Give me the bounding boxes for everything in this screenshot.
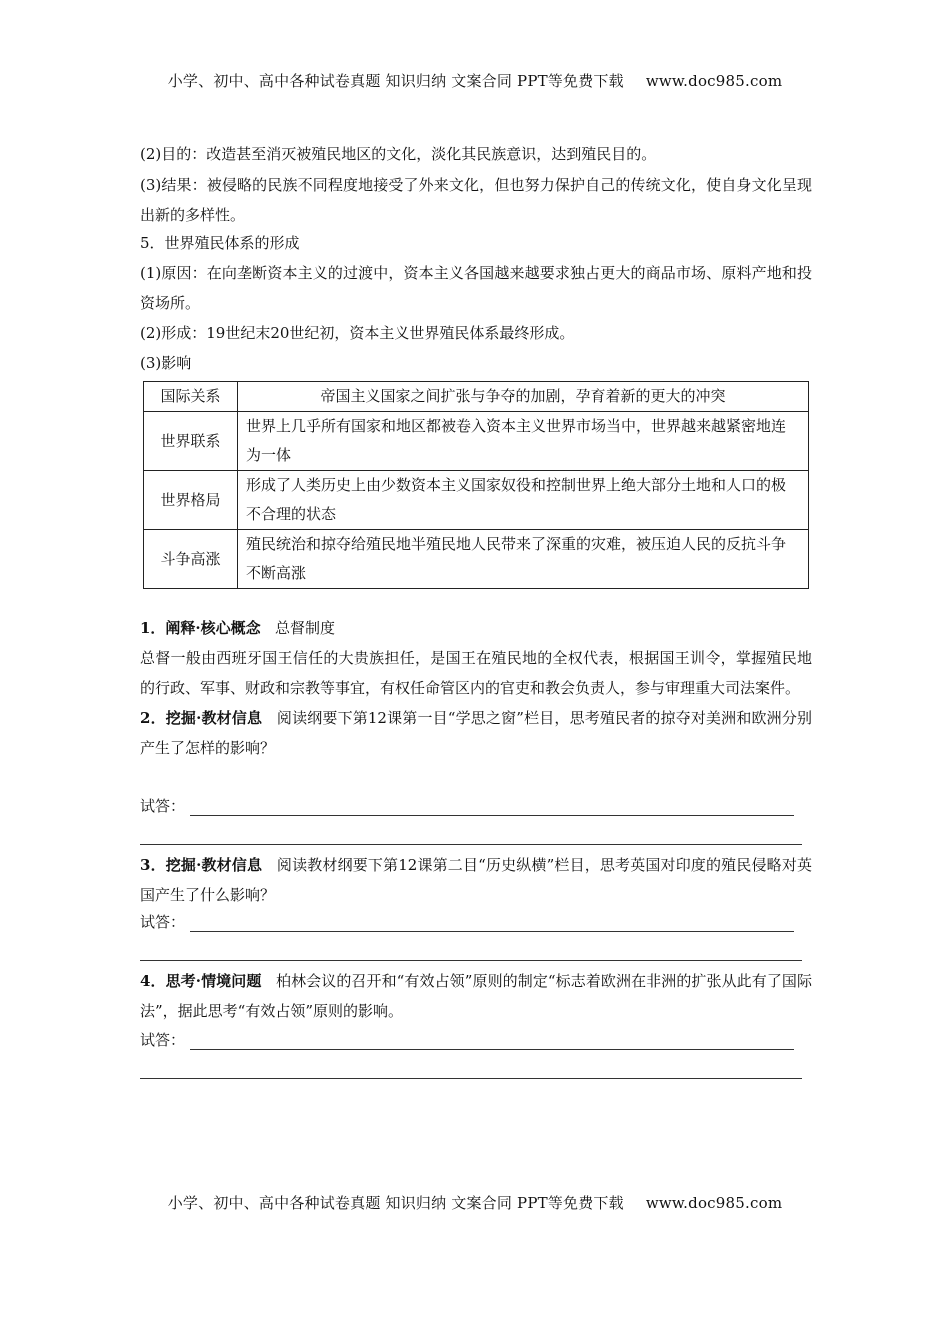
q1-label: 1．阐释·核心概念	[140, 619, 261, 637]
q4-answer-label: 试答：	[140, 1031, 186, 1049]
q2-answer-line-2[interactable]	[140, 844, 802, 845]
page-header	[0, 70, 950, 91]
table-row	[144, 471, 809, 530]
impact-table	[143, 381, 809, 589]
table-row	[144, 530, 809, 589]
q3-answer-row	[140, 907, 812, 937]
table-key: 斗争高涨	[144, 530, 238, 589]
q2-answer-line[interactable]	[190, 815, 794, 816]
page-footer	[0, 1192, 950, 1213]
q4-label: 4．思考·情境问题	[140, 972, 262, 990]
section-5-title: 5．世界殖民体系的形成	[140, 234, 300, 252]
table-value: 形成了人类历史上由少数资本主义国家奴役和控制世界上绝大部分土地和人口的极不合理的状态	[238, 471, 809, 530]
q3-text: 阅读教材纲要下第12课第二目“历史纵横”栏目，思考英国对印度的殖民侵略对英国产生了什么影响？	[140, 856, 812, 904]
table-value: 殖民统治和掠夺给殖民地半殖民地人民带来了深重的灾难，被压迫人民的反抗斗争不断高涨	[238, 530, 809, 589]
q2-question	[140, 703, 812, 763]
header-site: www.doc985.com	[645, 72, 783, 90]
q3-label: 3．挖掘·教材信息	[140, 856, 263, 874]
q2-label: 2．挖掘·教材信息	[140, 709, 263, 727]
q3-answer-line[interactable]	[190, 931, 794, 932]
impact-heading: (3)影响	[140, 354, 192, 372]
q3-question	[140, 850, 812, 910]
q4-answer-row	[140, 1025, 812, 1055]
table-row	[144, 382, 809, 412]
formation-paragraph: (2)形成：19世纪末20世纪初，资本主义世界殖民体系最终形成。	[140, 324, 575, 342]
q4-question	[140, 966, 812, 1026]
q2-text: 阅读纲要下第12课第一目“学思之窗”栏目，思考殖民者的掠夺对美洲和欧洲分别产生了怎样的影响？	[140, 709, 812, 757]
q4-text: 柏林会议的召开和“有效占领”原则的制定“标志着欧洲在非洲的扩张从此有了国际法”，据此思考“有效占领”原则的影响。	[140, 972, 812, 1020]
q4-answer-line-2[interactable]	[140, 1078, 802, 1079]
footer-site: www.doc985.com	[645, 1194, 783, 1212]
table-value: 世界上几乎所有国家和地区都被卷入资本主义世界市场当中，世界越来越紧密地连为一体	[238, 412, 809, 471]
header-text: 小学、初中、高中各种试卷真题 知识归纳 文案合同 PPT等免费下载	[167, 72, 624, 90]
cause-paragraph: (1)原因：在向垄断资本主义的过渡中，资本主义各国越来越要求独占更大的商品市场、原料产地和投资场所。	[140, 264, 812, 312]
q1-text: 总督一般由西班牙国王信任的大贵族担任，是国王在殖民地的全权代表，根据国王训令，掌握殖民地的行政、军事、财政和宗教等事宜，有权任命管区内的官吏和教会负责人，参与审理重大司法案件。	[140, 649, 812, 697]
q2-answer-label: 试答：	[140, 797, 186, 815]
table-key: 国际关系	[144, 382, 238, 412]
q1-topic: 总督制度	[274, 619, 335, 637]
table-key: 世界联系	[144, 412, 238, 471]
table-row	[144, 412, 809, 471]
result-paragraph: (3)结果：被侵略的民族不同程度地接受了外来文化，但也努力保护自己的传统文化，使自身文化呈现出新的多样性。	[140, 176, 812, 224]
q1-heading	[140, 613, 812, 643]
q4-answer-line[interactable]	[190, 1049, 794, 1050]
footer-text: 小学、初中、高中各种试卷真题 知识归纳 文案合同 PPT等免费下载	[167, 1194, 624, 1212]
purpose-paragraph: (2)目的：改造甚至消灭被殖民地区的文化，淡化其民族意识，达到殖民目的。	[140, 145, 657, 163]
table-value: 帝国主义国家之间扩张与争夺的加剧，孕育着新的更大的冲突	[238, 382, 809, 412]
q3-answer-label: 试答：	[140, 913, 186, 931]
q3-answer-line-2[interactable]	[140, 960, 802, 961]
table-key: 世界格局	[144, 471, 238, 530]
q2-answer-row	[140, 791, 812, 821]
